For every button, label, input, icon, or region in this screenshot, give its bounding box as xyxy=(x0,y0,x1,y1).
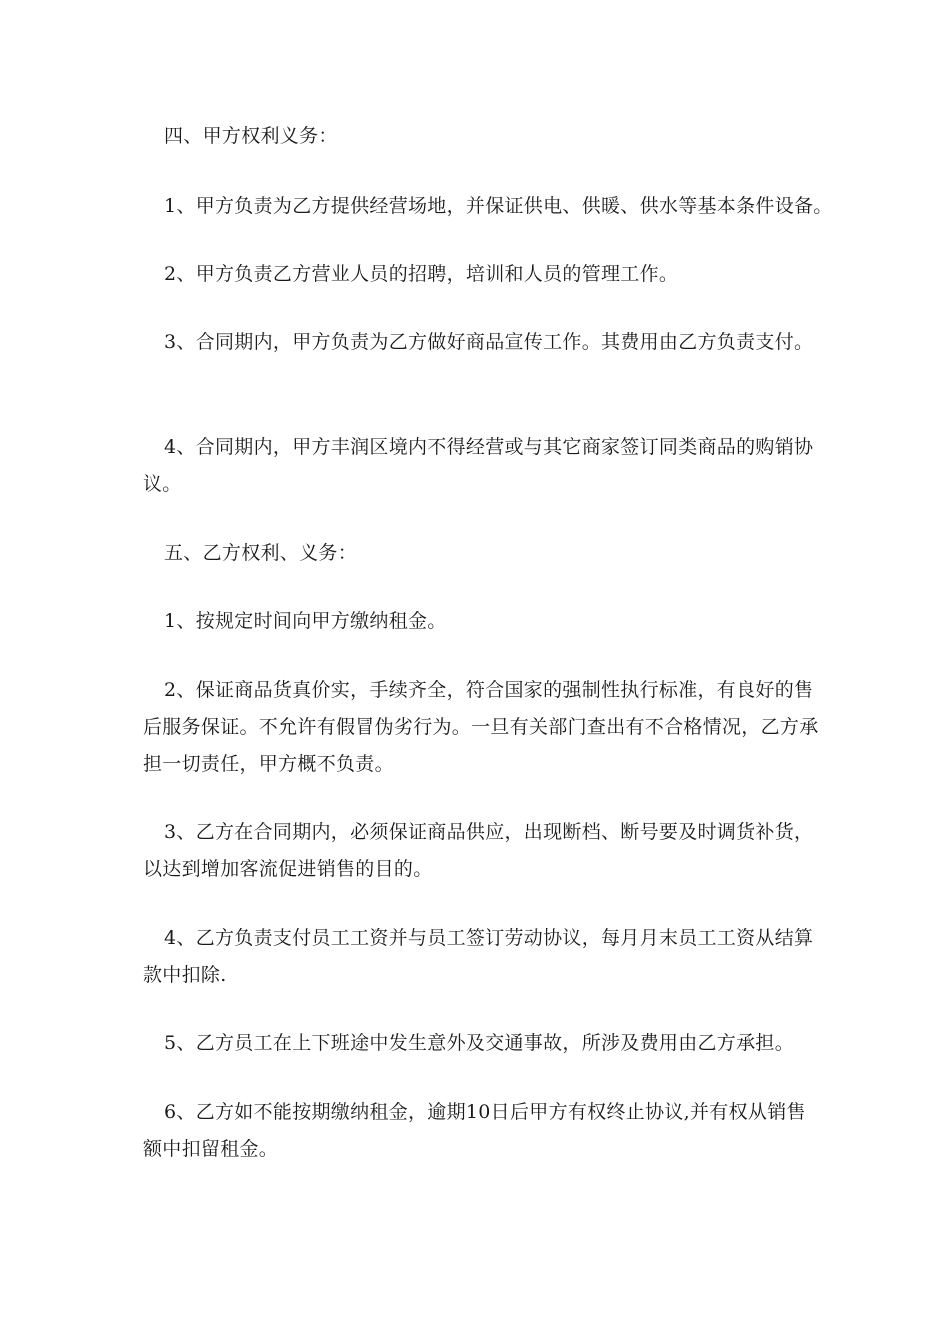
section-5-item-2: 2、保证商品货真价实，手续齐全，符合国家的强制性执行标准，有良好的售后服务保证。不允许有假冒伪劣行为。一旦有关部门查出有不合格情况，乙方承担一切责任，甲方概不负责。 xyxy=(143,679,819,775)
section-5-item-4: 4、乙方负责支付员工工资并与员工签订劳动协议，每月月末员工工资从结算款中扣除. xyxy=(143,927,814,986)
section-4-item-1: 1、甲方负责为乙方提供经营场地，并保证供电、供暖、供水等基本条件设备。 xyxy=(164,195,833,217)
section-4-item-2: 2、甲方负责乙方营业人员的招聘，培训和人员的管理工作。 xyxy=(164,263,679,285)
section-4-heading: 四、甲方权利义务： xyxy=(164,125,338,147)
section-5-heading: 五、乙方权利、义务： xyxy=(164,542,358,564)
section-4-item-4: 4、合同期内，甲方丰润区境内不得经营或与其它商家签订同类商品的购销协议。 xyxy=(143,436,814,495)
section-5-item-3: 3、乙方在合同期内，必须保证商品供应，出现断档、断号要及时调货补货，以达到增加客流促进销售的目的。 xyxy=(143,821,814,880)
section-4-item-3: 3、合同期内，甲方负责为乙方做好商品宣传工作。其费用由乙方负责支付。 xyxy=(164,331,814,353)
section-5-item-6: 6、乙方如不能按期缴纳租金，逾期10日后甲方有权终止协议,并有权从销售额中扣留租金。 xyxy=(143,1101,806,1160)
section-5-item-5: 5、乙方员工在上下班途中发生意外及交通事故，所涉及费用由乙方承担。 xyxy=(164,1032,794,1054)
section-5-item-1: 1、按规定时间向甲方缴纳租金。 xyxy=(164,610,447,632)
